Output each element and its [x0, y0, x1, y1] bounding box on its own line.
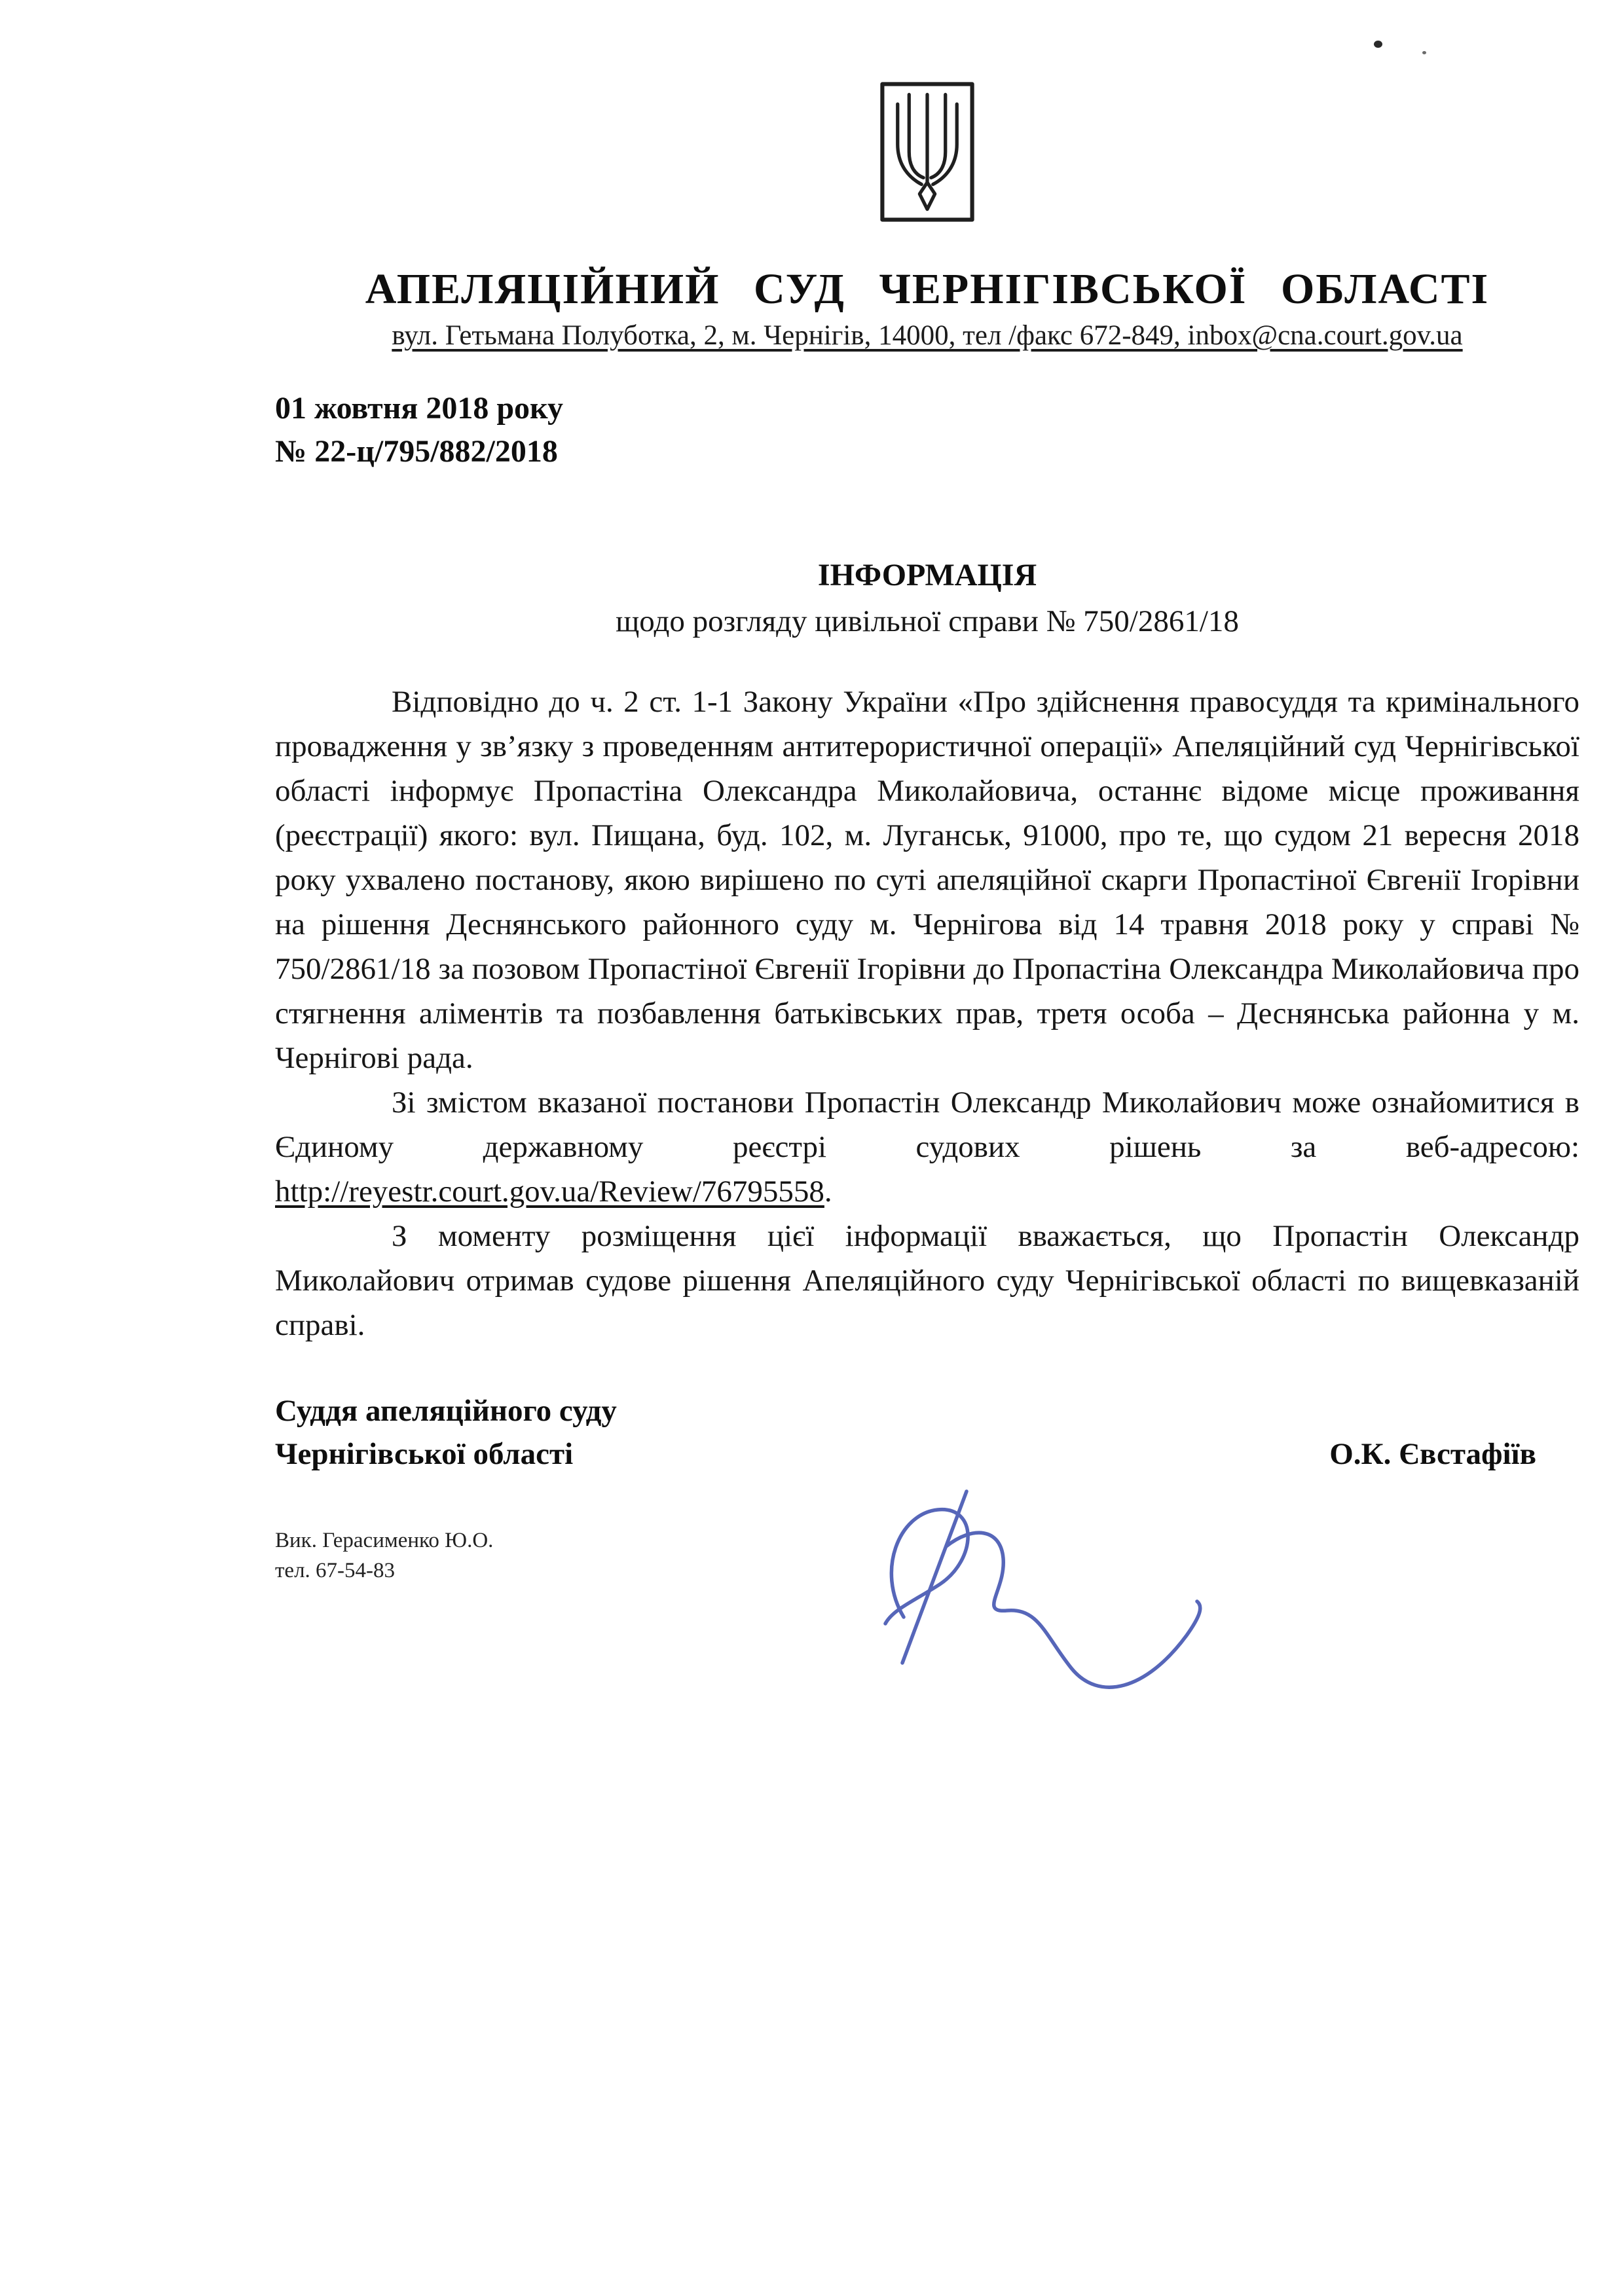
registry-url: http://reyestr.court.gov.ua/Review/76795558	[275, 1175, 824, 1209]
signer-role-line-2: Чернігівської області	[275, 1437, 574, 1471]
document-subtitle: щодо розгляду цивільної справи № 750/2861/18	[616, 604, 1239, 638]
ukraine-trident-emblem	[879, 81, 975, 223]
body-paragraph-3: З моменту розміщення цієї інформації вважається, що Пропастін Олександр Миколайович отримав судове рішення Апеляційного суду Чернігівської області по вищевказаній справі.	[275, 1219, 1579, 1342]
letter-date: 01 жовтня 2018 року	[275, 391, 564, 426]
court-address-line: вул. Гетьмана Полуботка, 2, м. Чернігів, 14000, тел /факс 672-849, inbox@cna.court.gov.ua	[392, 320, 1463, 351]
body-paragraph-1: Відповідно до ч. 2 ст. 1-1 Закону України «Про здійснення правосуддя та кримінального провадження у зв’язку з проведенням антитерористичної операції» Апеляційний суд Чернігівської області інформує Пропастіна Олександра Миколайовича, останнє відоме місце проживання (реєстрації) якого: вул. Пищана, буд. 102, м. Луганськ, 91000, про те, що судом 21 вересня 2018 року ухвалено постанову, якою вирішено по суті апеляційної скарги Пропастіної Євгенії Ігорівни на рішення Деснянського районного суду м. Чернігова від 14 травня 2018 року у справі № 750/2861/18 за позовом Пропастіної Євгенії Ігорівни до Пропастіна Олександра Миколайовича про стягнення аліментів та позбавлення батьківських прав, третя особа – Деснянська районна у м. Чернігові рада.	[275, 685, 1579, 1075]
executor-block	[275, 1525, 1579, 1586]
signer-role-line-1: Суддя апеляційного суду	[275, 1394, 617, 1428]
letter-body	[275, 680, 1579, 1347]
body-paragraph-2	[275, 1080, 1579, 1214]
letter-ref-number: № 22-ц/795/882/2018	[275, 434, 558, 469]
paragraph-2-text: Зі змістом вказаної постанови Пропастін Олександр Миколайович може ознайомитися в Єдиному державному реєстрі судових рішень за веб-адресою:	[275, 1085, 1579, 1164]
signer-name: О.К. Євстафіїв	[1329, 1437, 1536, 1471]
trident-emblem-svg	[879, 81, 975, 223]
paragraph-2-period: .	[824, 1175, 832, 1209]
court-name-title: АПЕЛЯЦІЙНИЙ СУД ЧЕРНІГІВСЬКОЇ ОБЛАСТІ	[365, 265, 1490, 313]
document-title: ІНФОРМАЦІЯ	[817, 558, 1037, 592]
signature-row	[275, 1389, 1579, 1476]
executor-name: Вик. Герасименко Ю.О.	[275, 1529, 494, 1552]
document-content	[275, 0, 1579, 1586]
executor-phone: тел. 67-54-83	[275, 1559, 396, 1582]
signer-role	[275, 1389, 617, 1476]
letter-meta	[275, 387, 1579, 473]
